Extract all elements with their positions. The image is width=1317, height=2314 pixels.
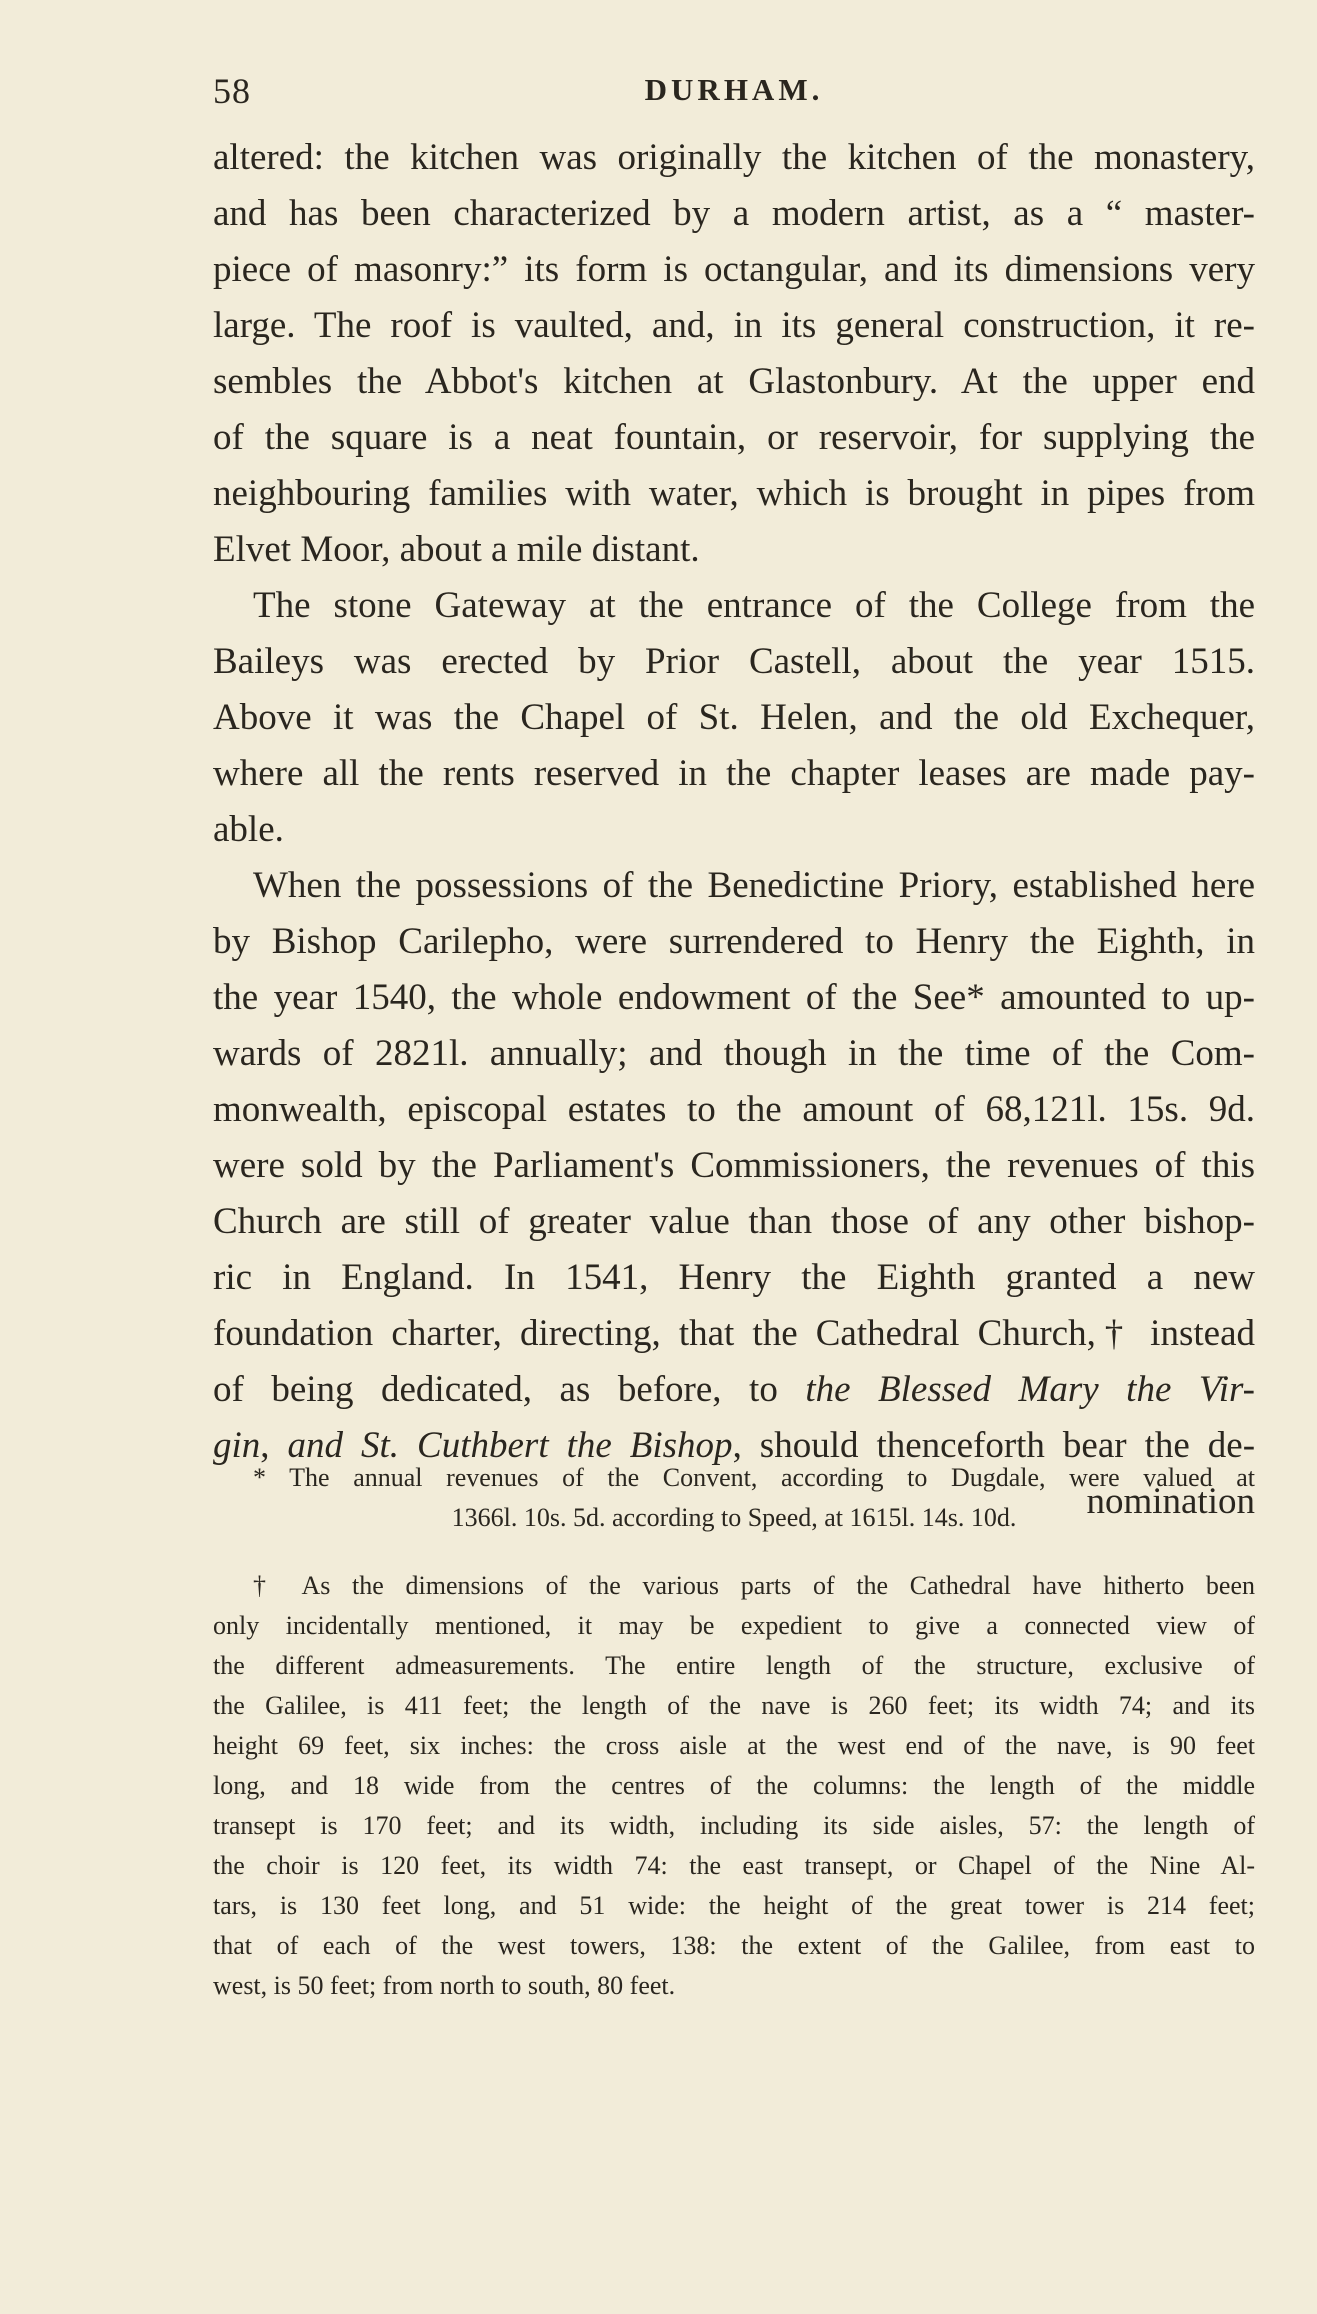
italic-text: and St. Cuthbert the Bishop: [287, 1425, 733, 1466]
text-line: The stone Gateway at the entrance of the College from the: [253, 585, 1255, 626]
text-line: and has been characterized by a modern artist, as a “ master-: [213, 193, 1255, 234]
footnote-line: the different admeasurements. The entire length of the structure, exclusive of: [213, 1651, 1255, 1680]
text-line: altered: the kitchen was originally the kitchen of the monastery,: [213, 137, 1255, 178]
line-text: ,: [260, 1425, 288, 1466]
page-header: [213, 70, 1255, 120]
page-number: 58: [213, 71, 251, 111]
text-line: Baileys was erected by Prior Castell, about the year 1515.: [213, 641, 1255, 682]
footnote-line: height 69 feet, six inches: the cross aisle at the west end of the nave, is 90 feet: [213, 1731, 1255, 1760]
footnote-line: * The annual revenues of the Convent, according to Dugdale, were valued at: [253, 1463, 1255, 1492]
text-line: were sold by the Parliament's Commissioners, the revenues of this: [213, 1145, 1255, 1186]
text-line: Church are still of greater value than those of any other bishop-: [213, 1201, 1255, 1242]
line-text: , should thenceforth bear the de-: [732, 1425, 1255, 1466]
text-line: sembles the Abbot's kitchen at Glastonbury. At the upper end: [213, 361, 1255, 402]
footnote-line: † As the dimensions of the various parts of the Cathedral have hitherto been: [253, 1571, 1255, 1600]
footnote-line: transept is 170 feet; and its width, including its side aisles, 57: the length of: [213, 1811, 1255, 1840]
footnote-line: long, and 18 wide from the centres of the columns: the length of the middle: [213, 1771, 1255, 1800]
line-text: of being dedicated, as before, to: [213, 1369, 806, 1410]
footnote-line: the Galilee, is 411 feet; the length of the nave is 260 feet; its width 74; and its: [213, 1691, 1255, 1720]
italic-text: the Blessed Mary the Vir-: [805, 1369, 1255, 1410]
text-line: piece of masonry:” its form is octangular, and its dimensions very: [213, 249, 1255, 290]
text-line: the year 1540, the whole endowment of the See* amounted to up-: [213, 977, 1255, 1018]
text-line: able.: [213, 809, 284, 850]
text-line: of the square is a neat fountain, or reservoir, for supplying the: [213, 417, 1255, 458]
text-line: foundation charter, directing, that the Cathedral Church,† instead: [213, 1313, 1255, 1354]
text-line: Above it was the Chapel of St. Helen, and the old Exchequer,: [213, 697, 1255, 738]
footnote-line: tars, is 130 feet long, and 51 wide: the height of the great tower is 214 feet;: [213, 1891, 1255, 1920]
text-line: Elvet Moor, about a mile distant.: [213, 529, 700, 570]
text-line: ric in England. In 1541, Henry the Eighth granted a new: [213, 1257, 1255, 1298]
text-line: large. The roof is vaulted, and, in its general construction, it re-: [213, 305, 1255, 346]
footnote-line: 1366l. 10s. 5d. according to Speed, at 1615l. 14s. 10d.: [451, 1503, 1017, 1532]
footnotes: [213, 1458, 1255, 2006]
footnote-line: the choir is 120 feet, its width 74: the east transept, or Chapel of the Nine Al-: [213, 1851, 1255, 1880]
text-line: neighbouring families with water, which is brought in pipes from: [213, 473, 1255, 514]
italic-text: gin: [213, 1425, 261, 1466]
body-text: [213, 130, 1255, 1530]
text-line: wards of 2821l. annually; and though in the time of the Com-: [213, 1033, 1255, 1074]
text-line: by Bishop Carilepho, were surrendered to Henry the Eighth, in: [213, 921, 1255, 962]
running-title: DURHAM.: [644, 72, 824, 107]
footnote-line: only incidentally mentioned, it may be expedient to give a connected view of: [213, 1611, 1255, 1640]
text-line: monwealth, episcopal estates to the amount of 68,121l. 15s. 9d.: [213, 1089, 1255, 1130]
footnote-line: that of each of the west towers, 138: the extent of the Galilee, from east to: [213, 1931, 1255, 1960]
text-line: where all the rents reserved in the chapter leases are made pay-: [213, 753, 1255, 794]
text-line: [213, 1362, 1255, 1418]
catchword: nomination: [1086, 1481, 1255, 1522]
footnote-line: west, is 50 feet; from north to south, 80 feet.: [213, 1971, 676, 2000]
text-line: When the possessions of the Benedictine Priory, established here: [253, 865, 1255, 906]
